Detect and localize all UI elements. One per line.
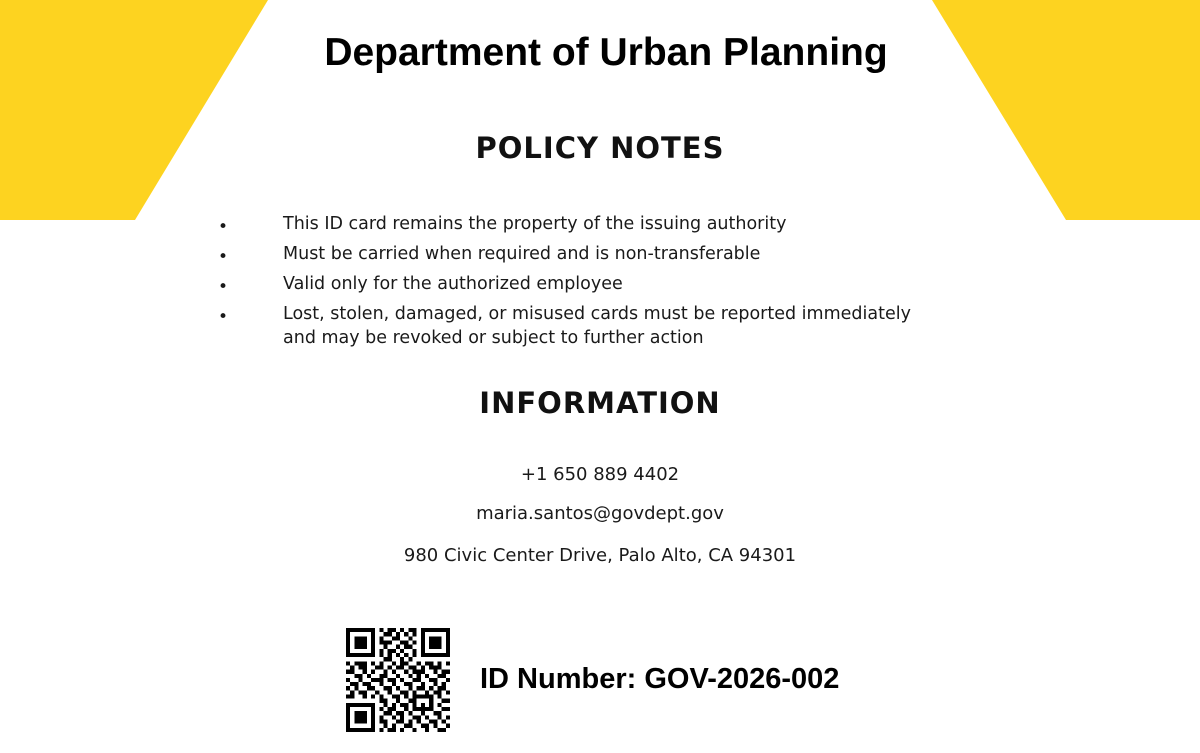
policy-item-text: This ID card remains the property of the issuing authority: [283, 214, 787, 234]
qr-code-icon: [346, 628, 450, 732]
information-heading: INFORMATION: [479, 386, 721, 420]
street-address: 980 Civic Center Drive, Palo Alto, CA 94301: [403, 545, 797, 566]
policy-item: [0, 302, 943, 350]
bullet-icon: •: [218, 217, 229, 237]
policy-item: [0, 212, 943, 236]
id-number: ID Number: GOV-2026-002: [480, 663, 840, 695]
policy-item-text: Valid only for the authorized employee: [283, 274, 623, 294]
policy-item: [0, 242, 943, 266]
email-address: maria.santos@govdept.gov: [476, 503, 724, 524]
phone-number: +1 650 889 4402: [520, 464, 680, 485]
bullet-icon: •: [218, 307, 229, 327]
policy-item-text: Lost, stolen, damaged, or misused cards must be reported immediately and may be revoked or subject to further action: [283, 304, 911, 348]
policy-notes-list: [0, 212, 1200, 356]
policy-item: [0, 272, 943, 296]
policy-notes-heading: POLICY NOTES: [475, 131, 725, 165]
bullet-icon: •: [218, 277, 229, 297]
bullet-icon: •: [218, 247, 229, 267]
policy-item-text: Must be carried when required and is non-transferable: [283, 244, 761, 264]
department-title: Department of Urban Planning: [324, 31, 888, 74]
